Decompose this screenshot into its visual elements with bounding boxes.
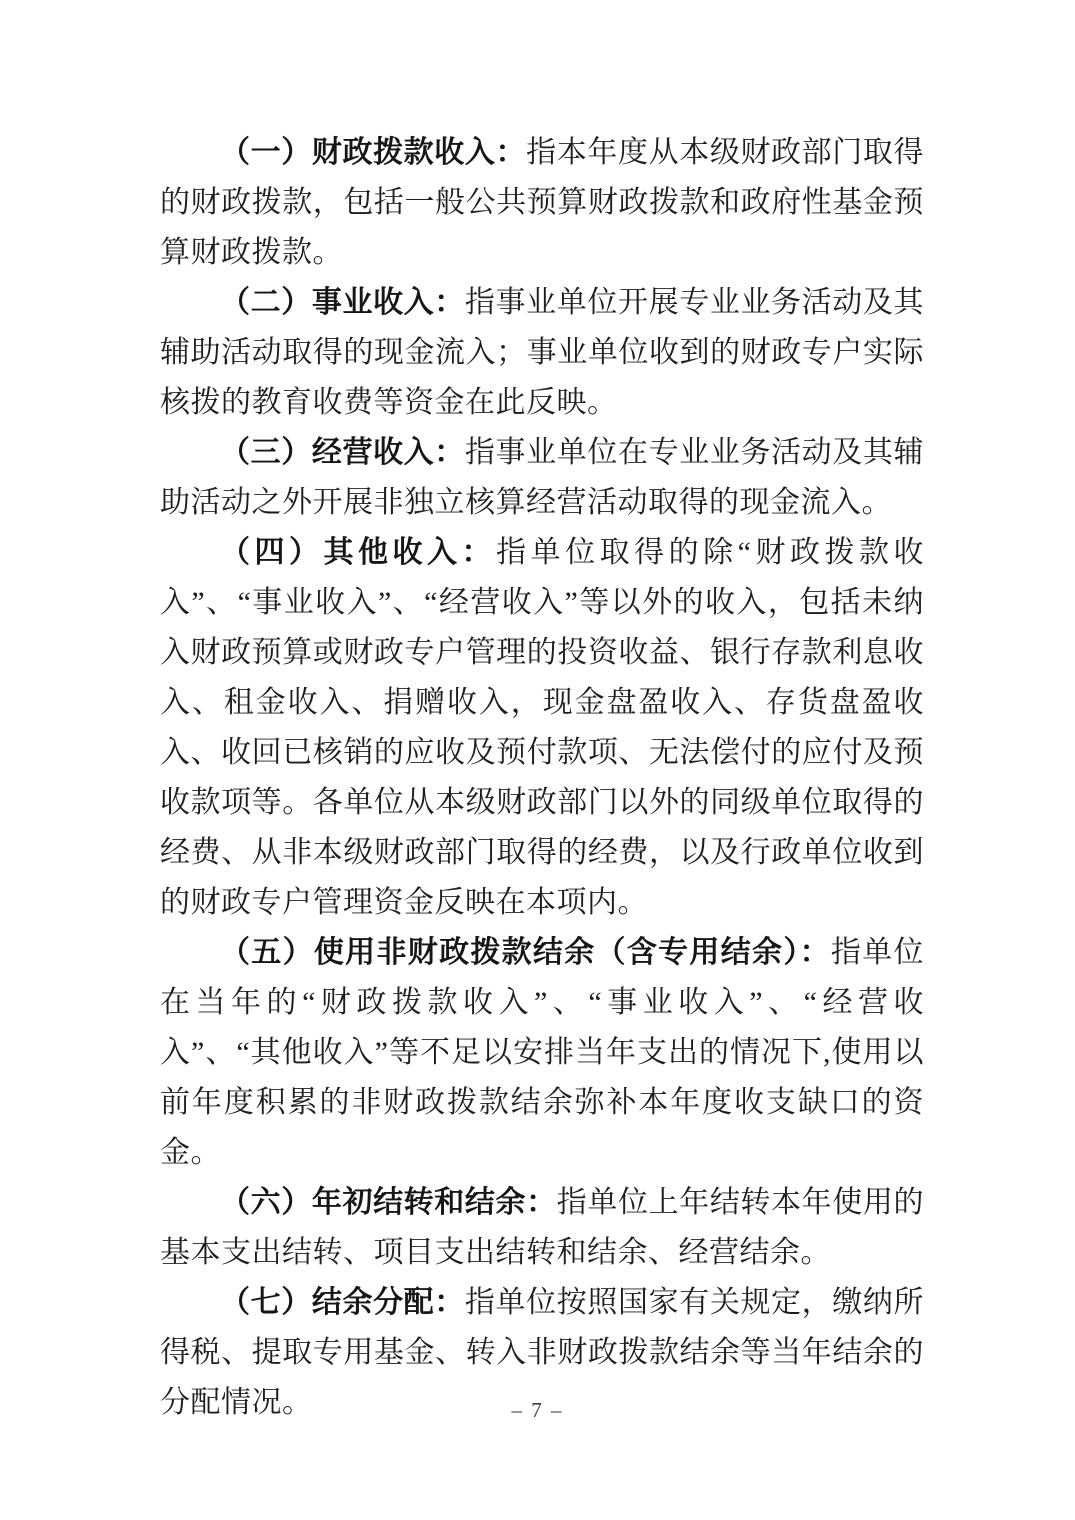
paragraph-6-body: 指单位上年结转本年使用的基本支出结转、项目支出结转和结余、经营结余。	[160, 1186, 924, 1269]
paragraph-2-heading: （二）事业收入：	[220, 286, 465, 319]
paragraph-3-body: 指事业单位在专业业务活动及其辅助活动之外开展非独立核算经营活动取得的现金流入。	[160, 436, 925, 519]
paragraph-7-body: 指单位按照国家有关规定，缴纳所得税、提取专用基金、转入非财政拨款结余等当年结余的分配情况。	[160, 1286, 925, 1419]
paragraph-3-heading: （三）经营收入：	[220, 436, 465, 469]
paragraph-4	[160, 528, 924, 928]
paragraph-6	[160, 1178, 924, 1278]
paragraph-4-heading: （四）其他收入：	[220, 536, 497, 569]
paragraph-1	[160, 128, 924, 278]
paragraph-2	[160, 278, 924, 428]
paragraph-5-body: 指单位在当年的“财政拨款收入”、“事业收入”、“经营收入”、“其他收入”等不足以安排当年支出的情况下,使用以前年度积累的非财政拨款结余弥补本年度收支缺口的资金。	[160, 936, 925, 1169]
paragraph-5	[160, 928, 924, 1178]
paragraph-5-heading: （五）使用非财政拨款结余（含专用结余）：	[220, 936, 831, 969]
paragraph-1-heading: （一）财政拨款收入：	[220, 136, 527, 169]
document-content	[160, 128, 924, 1428]
paragraph-1-body: 指本年度从本级财政部门取得的财政拨款，包括一般公共预算财政拨款和政府性基金预算财政拨款。	[160, 136, 925, 269]
paragraph-4-body: 指单位取得的除“财政拨款收入”、“事业收入”、“经营收入”等以外的收入，包括未纳入财政预算或财政专户管理的投资收益、银行存款利息收入、租金收入、捐赠收入，现金盘盈收入、存货盘盈收入、收回已核销的应收及预付款项、无法偿付的应付及预收款项等。各单位从本级财政部门以外的同级单位取得的经费、从非本级财政部门取得的经费，以及行政单位收到的财政专户管理资金反映在本项内。	[160, 536, 924, 919]
paragraph-3	[160, 428, 924, 528]
paragraph-7-heading: （七）结余分配：	[220, 1286, 465, 1319]
paragraph-6-heading: （六）年初结转和结余：	[220, 1186, 557, 1219]
paragraph-2-body: 指事业单位开展专业业务活动及其辅助活动取得的现金流入；事业单位收到的财政专户实际核拨的教育收费等资金在此反映。	[160, 286, 925, 419]
page-number: – 7 –	[511, 1398, 564, 1422]
